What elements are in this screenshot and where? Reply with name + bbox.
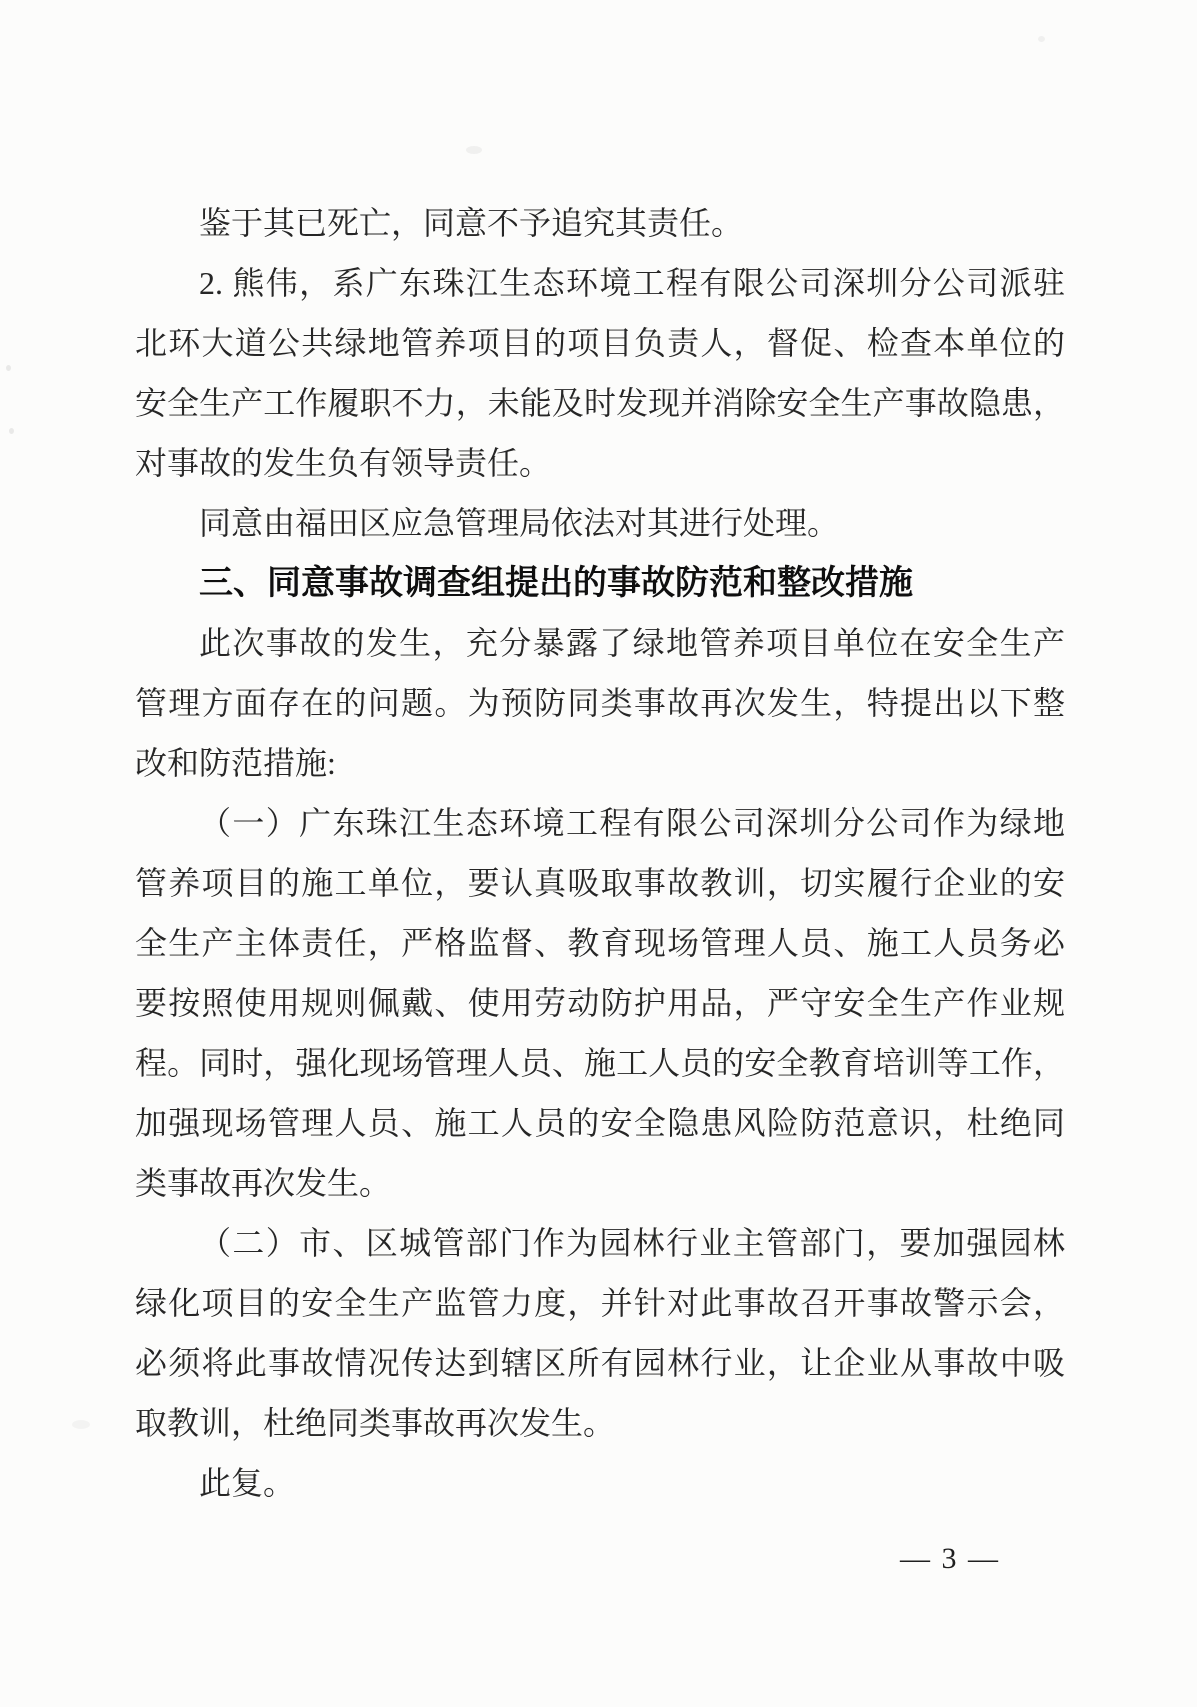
document-line: 改和防范措施: xyxy=(135,745,336,781)
document-line: 北环大道公共绿地管养项目的项目负责人，督促、检查本单位的 xyxy=(135,325,1065,361)
document-body xyxy=(135,193,1065,1513)
scan-speck xyxy=(72,1420,90,1429)
document-line: （二）市、区城管部门作为园林行业主管部门，要加强园林 xyxy=(199,1225,1065,1261)
document-line: 必须将此事故情况传达到辖区所有园林行业，让企业从事故中吸 xyxy=(135,1345,1065,1381)
scan-speck xyxy=(1038,36,1045,42)
document-line: 同意由福田区应急管理局依法对其进行处理。 xyxy=(199,505,840,541)
document-line: 程。同时，强化现场管理人员、施工人员的安全教育培训等工作， xyxy=(135,1045,1065,1081)
page-number: — 3 — xyxy=(900,1542,1000,1575)
document-line: 2. 熊伟，系广东珠江生态环境工程有限公司深圳分公司派驻 xyxy=(199,265,1065,301)
document-line: 全生产主体责任，严格监督、教育现场管理人员、施工人员务必 xyxy=(135,925,1065,961)
document-line: 要按照使用规则佩戴、使用劳动防护用品，严守安全生产作业规 xyxy=(135,985,1065,1021)
document-line: 安全生产工作履职不力，未能及时发现并消除安全生产事故隐患， xyxy=(135,385,1065,421)
scan-speck xyxy=(9,428,14,434)
document-line: 加强现场管理人员、施工人员的安全隐患风险防范意识，杜绝同 xyxy=(135,1105,1065,1141)
document-line: 此次事故的发生，充分暴露了绿地管养项目单位在安全生产 xyxy=(199,625,1065,661)
document-line: 绿化项目的安全生产监管力度，并针对此事故召开事故警示会， xyxy=(135,1285,1065,1321)
document-line: 对事故的发生负有领导责任。 xyxy=(135,445,552,481)
document-line: 此复。 xyxy=(199,1465,296,1501)
document-line: 管理方面存在的问题。为预防同类事故再次发生，特提出以下整 xyxy=(135,685,1065,721)
scan-speck xyxy=(466,146,482,154)
document-line: 取教训，杜绝同类事故再次发生。 xyxy=(135,1405,616,1441)
document-line: （一）广东珠江生态环境工程有限公司深圳分公司作为绿地 xyxy=(199,805,1065,841)
document-line: 类事故再次发生。 xyxy=(135,1165,392,1201)
document-line: 鉴于其已死亡，同意不予追究其责任。 xyxy=(199,205,744,241)
scan-speck xyxy=(6,365,11,371)
document-line: 管养项目的施工单位，要认真吸取事故教训，切实履行企业的安 xyxy=(135,865,1065,901)
section-heading: 三、同意事故调查组提出的事故防范和整改措施 xyxy=(199,564,913,602)
